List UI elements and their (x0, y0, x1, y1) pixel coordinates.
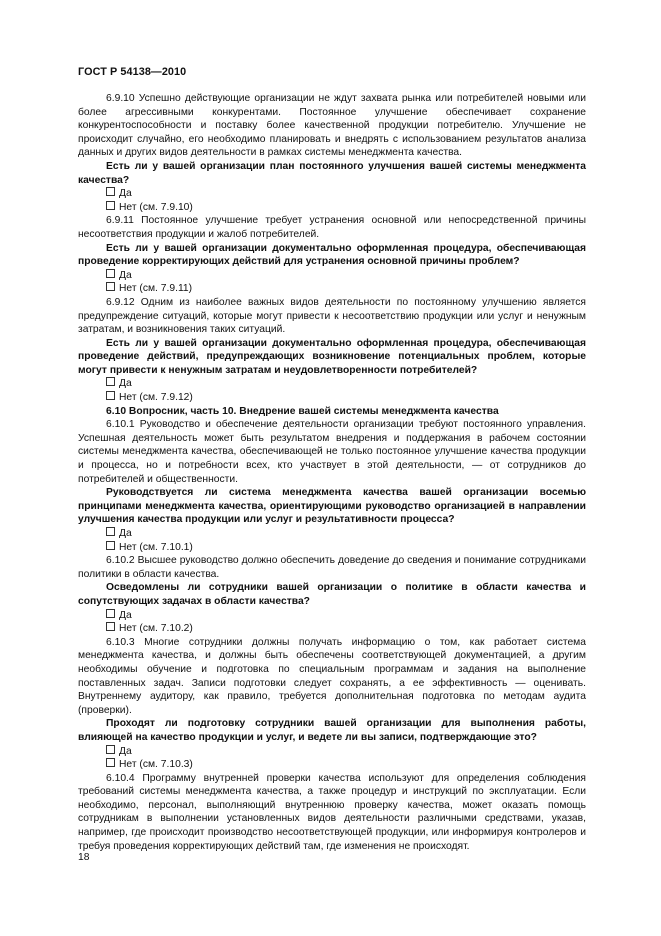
answer-option-label: Нет (см. 7.10.3) (119, 759, 193, 771)
answer-option[interactable] (78, 377, 586, 391)
answer-option[interactable] (78, 269, 586, 283)
answer-option-label: Нет (см. 7.9.12) (119, 392, 193, 404)
paragraph: 6.10.3 Многие сотрудники должны получать информацию о том, как работает система менеджмента качества, и должны быть обеспечены соответствующей документацией, а другим необходимы обучение и подготовка по специальным программам и задания на выполнение поставленных задач. Записи подготовки следует сохранять, а ее эффективность — оценивать. Внутреннему аудитору, как правило, требуется дополнительная подготовка по методам аудита (проверки). (78, 636, 586, 716)
answer-option-label: Да (119, 269, 132, 281)
answer-option[interactable] (78, 541, 586, 555)
question: Есть ли у вашей организации документально оформленная процедура, обеспечивающая проведение действий, предупреждающих возникновение потенциальных проблем, которые могут привести к ненужным затратам и неудовлетворенности потребителей? (78, 337, 586, 376)
paragraph: 6.10.2 Высшее руководство должно обеспечить доведение до сведения и понимание сотрудниками политики в области качества. (78, 555, 586, 580)
paragraph: 6.10.1 Руководство и обеспечение деятельности организации требуют постоянного управления. Успешная деятельность может быть результатом внедрения и поддержания в рабочем состоянии системы менеджмента качества, обеспечивающей не только постоянное улучшение качества продукции и процесса, но и потребности всех, кто участвует в этой деятельности, — от сотрудников до потребителей и общественности. (78, 419, 586, 485)
question: Есть ли у вашей организации документально оформленная процедура, обеспечивающая проведение корректирующих действий для устранения основной причины проблем? (78, 242, 586, 268)
document-body (78, 92, 586, 853)
answer-option-label: Да (119, 378, 132, 390)
checkbox-icon[interactable] (106, 758, 115, 767)
question: Осведомлены ли сотрудники вашей организации о политике в области качества и сопутствующих задачах в области качества? (78, 582, 586, 607)
checkbox-icon[interactable] (106, 391, 115, 400)
paragraph: 6.9.11 Постоянное улучшение требует устранения основной или непосредственной причины несоответствия продукции и жалоб потребителей. (78, 215, 586, 240)
answer-option[interactable] (78, 201, 586, 215)
checkbox-icon[interactable] (106, 622, 115, 631)
checkbox-icon[interactable] (106, 527, 115, 536)
answer-option-label: Нет (см. 7.10.2) (119, 623, 193, 635)
answer-option-label: Да (119, 528, 132, 539)
answer-option-label: Да (119, 609, 132, 621)
checkbox-icon[interactable] (106, 201, 115, 210)
document-header: ГОСТ Р 54138—2010 (78, 66, 187, 78)
checkbox-icon[interactable] (106, 269, 115, 278)
answer-option[interactable] (78, 527, 586, 541)
answer-option[interactable] (78, 622, 586, 636)
paragraph: 6.9.10 Успешно действующие организации не ждут захвата рынка или потребителей новыми или более агрессивными конкурентами. Постоянное улучшение обеспечивает сохранение конкурентоспособности и поставку более качественной продукции потребителю. Улучшение не происходит случайно, его необходимо планировать и внедрять с использованием результатов анализа данных и других видов деятельности в рамках системы менеджмента качества. (78, 93, 586, 159)
checkbox-icon[interactable] (106, 541, 115, 550)
answer-option[interactable] (78, 745, 586, 759)
question: Есть ли у вашей организации план постоянного улучшения вашей системы менеджмента качества? (78, 160, 586, 186)
answer-option[interactable] (78, 609, 586, 623)
checkbox-icon[interactable] (106, 609, 115, 618)
paragraph: 6.10.4 Программу внутренней проверки качества используют для определения соблюдения требований системы менеджмента качества, а также процедур и инструкций по эксплуатации. Если необходимо, персонал, выполняющий внутреннюю проверку качества, может оказать помощь сотрудникам в выполнении установленных видов деятельности различными средствами, указав, например, где происходит производство несоответствующей продукции, или информируя контролеров и требуя проведения корректирующих действий там, где изменения не происходят. (78, 772, 586, 852)
checkbox-icon[interactable] (106, 377, 115, 386)
answer-option[interactable] (78, 758, 586, 772)
checkbox-icon[interactable] (106, 187, 115, 196)
checkbox-icon[interactable] (106, 745, 115, 754)
answer-option-label: Да (119, 745, 132, 757)
paragraph: 6.9.12 Одним из наиболее важных видов деятельности по постоянному улучшению является предупреждение ситуаций, которые могут привести к несоответствию продукции или услуг и ненужным затратам, и возникновения таких ситуаций. (78, 296, 586, 336)
question: Руководствуется ли система менеджмента качества вашей организации восемью принципами менеджмента качества, ориентирующими руководство организацией в направлении улучшения качества продукции или услуг и результативности процесса? (78, 487, 586, 526)
answer-option-label: Нет (см. 7.9.10) (119, 201, 193, 213)
answer-option[interactable] (78, 391, 586, 405)
answer-option-label: Нет (см. 7.9.11) (119, 283, 193, 295)
answer-option[interactable] (78, 187, 586, 201)
checkbox-icon[interactable] (106, 282, 115, 291)
question: Проходят ли подготовку сотрудники вашей организации для выполнения работы, влияющей на качество продукции и услуг, и ведете ли вы записи, подтверждающие это? (78, 718, 586, 743)
section-heading: 6.10 Вопросник, часть 10. Внедрение вашей системы менеджмента качества (106, 405, 499, 417)
answer-option-label: Нет (см. 7.10.1) (119, 541, 193, 553)
page-number: 18 (78, 852, 90, 863)
answer-option[interactable] (78, 282, 586, 296)
answer-option-label: Да (119, 188, 132, 200)
